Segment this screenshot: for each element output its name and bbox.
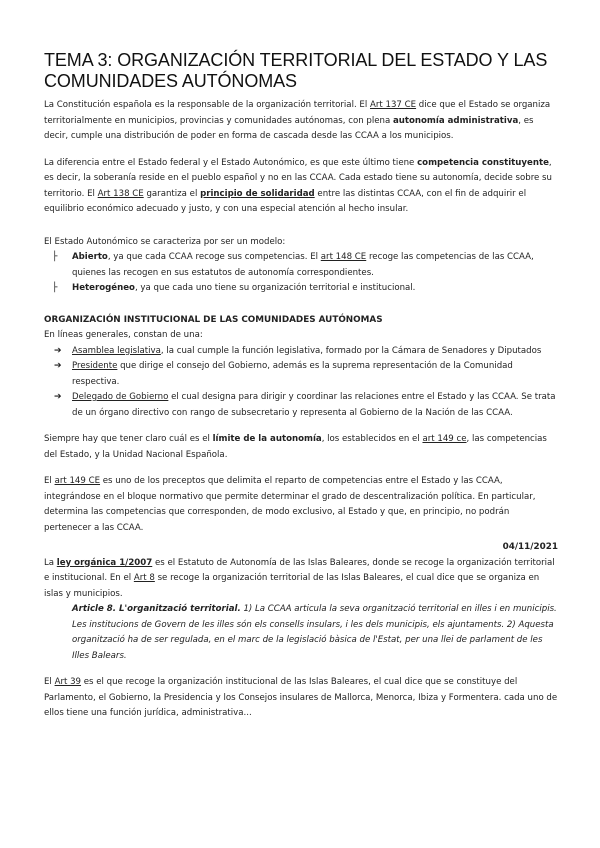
page-title: TEMA 3: ORGANIZACIÓN TERRITORIAL DEL ESTADO Y LAS COMUNIDADES AUTÓNOMAS xyxy=(44,50,548,91)
link-ley-organica[interactable]: ley orgánica 1/2007 xyxy=(56,557,153,568)
paragraph-ley-organica: La ley orgánica 1/2007 es el Estatuto de Autonomía de las Islas Baleares, donde se recoge la organización territorial e institucional. En el Art 8 se recoge la organización territorial de las Islas Baleares, el cual dice que se organiza en islas y municipios. xyxy=(44,557,555,599)
paragraph-limit: Siempre hay que tener claro cuál es el límite de la autonomía, los establecidos en el art 149 ce, las competencias del Estado, y la Unidad Nacional Española. xyxy=(44,434,547,460)
paragraph-art-149: El art 149 CE es uno de los preceptos que delimita el reparto de competencias entre el Estado y las CCAA, integrándose en el bloque normativo que permite determinar el grado de descentralización política. En particular, determina las competencias que corresponden, de modo exclusivo, al Estado y que, en principio, no podrán pertenecer a las CCAA. xyxy=(44,476,536,533)
link-presidente[interactable]: Presidente xyxy=(72,361,118,371)
link-art-148[interactable]: art 148 CE xyxy=(320,252,367,262)
tree-bullet-icon: ├ xyxy=(52,283,58,293)
model-list xyxy=(44,250,558,297)
paragraph-difference: La diferencia entre el Estado federal y el Estado Autonómico, es que este último tiene competencia constituyente, es decir, la soberanía reside en el pueblo español y no en las CCAA. Cada estado tiene su autonomía, decide sobre su territorio. El Art 138 CE garantiza el principio de solidaridad entre las distintas CCAA, con el fin de adquirir el equilibrio económico adecuado y justo, y con una especial atención al hecho insular. xyxy=(44,157,552,214)
tree-bullet-icon: ├ xyxy=(52,252,58,262)
list-item: ➔ Delegado de Gobierno el cual designa para dirigir y coordinar las relaciones entre el Estado y las CCAA. Se trata de un órgano directivo con rango de subsecretario y representa al Gobierno de la Nación de las CCAA. xyxy=(54,392,556,418)
link-art-39[interactable]: Art 39 xyxy=(54,677,82,687)
list-item: ➔ Asamblea legislativa, la cual cumple la función legislativa, formado por la Cámara de Senadores y Diputados xyxy=(44,344,558,360)
arrow-right-icon: ➔ xyxy=(54,392,62,402)
list-item: ➔ Presidente que dirige el consejo del Gobierno, además es la suprema representación de la Comunidad respectiva. xyxy=(54,361,513,387)
link-art-8[interactable]: Art 8 xyxy=(133,573,155,583)
date-label: 04/11/2021 xyxy=(502,542,558,552)
paragraph-art-39: El Art 39 es el que recoge la organización institucional de las Islas Baleares, el cual dice que se constituye del Parlamento, el Gobierno, la Presidencia y los Consejos insulares de Mallorca, Menorca, Ibiza y Formentera. cada uno de ellos tiene una función jurídica, administrativa... xyxy=(44,677,558,718)
paragraph-model: El Estado Autonómico se caracteriza por ser un modelo: xyxy=(44,236,286,247)
arrow-right-icon: ➔ xyxy=(54,361,62,371)
paragraph-intro: En líneas generales, constan de una: xyxy=(44,330,203,340)
link-asamblea[interactable]: Asamblea legislativa xyxy=(72,345,161,356)
link-delegado[interactable]: Delegado de Gobierno xyxy=(72,392,169,402)
link-art-137[interactable]: Art 137 CE xyxy=(369,100,417,110)
link-art-138[interactable]: Art 138 CE xyxy=(97,188,144,199)
arrow-right-icon: ➔ xyxy=(54,345,62,356)
list-item: ├ Abierto, ya que cada CCAA recoge sus competencias. El art 148 CE recoge las competencias de las CCAA, quienes las recogen en sus estatutos de autonomía correspondientes. xyxy=(52,252,534,278)
link-principio-solidaridad[interactable]: principio de solidaridad xyxy=(200,188,315,199)
paragraph-constitution: La Constitución española es la responsable de la organización territorial. El Art 137 CE dice que el Estado se organiza territorialmente en municipios, provincias y comunidades autónomas, con plena autonomía administrativa, es decir, cumple una distribución de poder en forma de cascada desde las CCAA a los municipios. xyxy=(44,100,551,141)
link-art-149-ce[interactable]: art 149 CE xyxy=(54,476,101,486)
link-art-149[interactable]: art 149 ce xyxy=(422,434,467,444)
institutions-list xyxy=(44,344,558,422)
list-item: ├ Heterogéneo, ya que cada uno tiene su organización territorial e institucional. xyxy=(44,281,558,297)
section-heading: ORGANIZACIÓN INSTITUCIONAL DE LAS COMUNIDADES AUTÓNOMAS xyxy=(44,314,383,325)
document-page xyxy=(44,50,558,722)
quote-article-8: Article 8. L'organització territorial. 1) La CCAA articula la seva organització territorial en illes i en municipis. Les institucions de Govern de les illes són els consells insulars, i les dels municipis, els ajuntaments. 2) Aquesta organització ha de ser regulada, en el marc de la legislació bàsica de l'Estat, per una llei de parlament de les Illes Balears. xyxy=(72,604,557,661)
